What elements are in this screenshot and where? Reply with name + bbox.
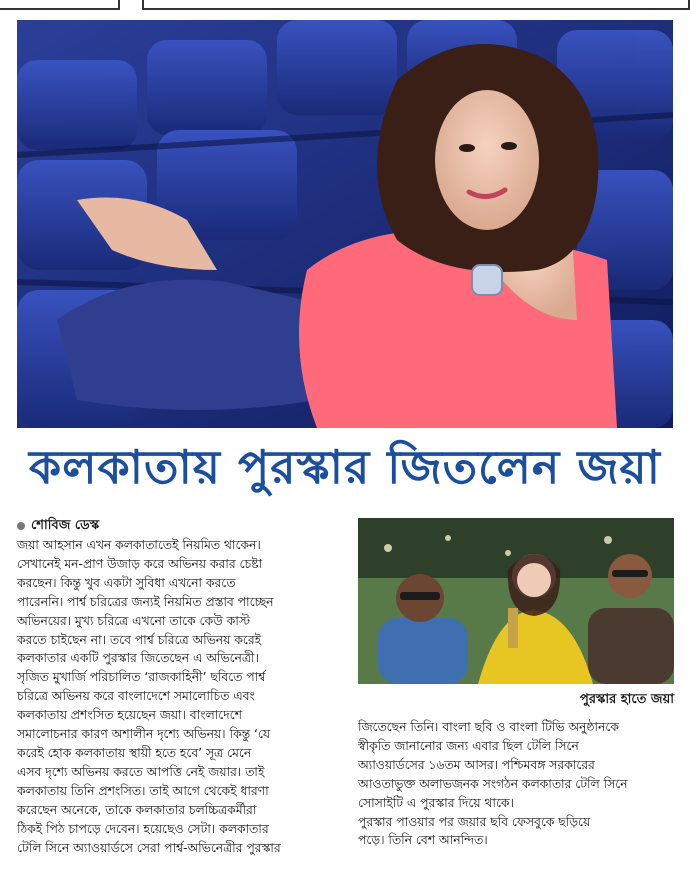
body-line: পড়ে। তিনি বেশ আনন্দিত।	[358, 833, 488, 848]
body-line: আওতাভুক্ত অলাভজনক সংগঠন কলকাতার টেলি সিনে	[358, 776, 628, 791]
body-line: সোসাইটি এ পুরস্কার দিয়ে থাকে।	[358, 795, 514, 810]
body-line: এসব দৃশ্যে অভিনয় করতে আপত্তি নেই জয়ার। তাই	[17, 764, 265, 779]
award-photo	[358, 518, 674, 684]
body-line: অভিনয়ের। মুখ্য চরিত্রে এখনো তাকে কেউ কাস্ট	[17, 613, 250, 628]
body-line: পারেননি। পার্শ্ব চরিত্রের জন্যই নিয়মিত প্রস্তাব পাচ্ছেন	[17, 594, 274, 609]
body-line: সমালোচনার কারণ অশালীন দৃশ্যে অভিনয়। কিন্তু ‘যে	[17, 727, 270, 742]
top-border-left	[0, 0, 120, 10]
article-body-right	[358, 718, 674, 858]
body-line: জয়া আহসান এখন কলকাতাতেই নিয়মিত থাকেন।	[17, 538, 261, 552]
body-line: করতে চাইছেন না। তবে পার্শ্ব চরিত্রে অভিনয় করেই	[17, 632, 261, 647]
body-line: কলকাতার একটি পুরস্কার জিতেছেন এ অভিনেত্রী।	[17, 651, 259, 666]
body-line: সেখানেই মন-প্রাণ উজাড় করে অভিনয় করার চেষ্টা	[17, 556, 263, 571]
body-line: জিতেছেন তিনি। বাংলা ছবি ও বাংলা টিভি অনুষ্ঠানকে	[358, 720, 619, 734]
body-line: স্বীকৃতি জানানোর জন্য এবার ছিল টেলি সিনে	[358, 738, 579, 753]
byline-text: শোবিজ ডেস্ক	[31, 518, 100, 533]
body-line: সৃজিত মুখার্জি পরিচালিত ‘রাজকাহিনী’ ছবিতে পার্শ্ব	[17, 670, 266, 685]
article-body-left	[17, 536, 347, 856]
body-line: ঠিকই পিঠ চাপড়ে দেবেন। হয়েছেও সেটা। কলকাতার	[17, 821, 269, 836]
byline	[17, 516, 99, 537]
body-line: চরিত্রে অভিনয় করে বাংলাদেশে সমালোচিত এবং	[17, 689, 255, 704]
body-line: করেছেন অনেকে, তাকে কলকাতার চলচ্চিত্রকর্মীরা	[17, 802, 257, 817]
body-line: অ্যাওয়ার্ডসের ১৬তম আসর। পশ্চিমবঙ্গ সরকারের	[358, 757, 595, 772]
hero-photo	[17, 20, 673, 428]
body-line: টেলি সিনে অ্যাওয়ার্ডসে সেরা পার্শ্ব-অভিনেত্রীর পুরস্কার	[17, 840, 281, 855]
award-photo-illustration	[358, 518, 674, 684]
body-line: করছেন। কিন্তু খুব একটা সুবিধা এখনো করতে	[17, 575, 236, 590]
top-border-right	[142, 0, 690, 10]
bullet-dot-icon	[17, 522, 25, 530]
headline: কলকাতায় পুরস্কার জিতলেন জয়া	[29, 440, 661, 494]
body-line: পুরস্কার পাওয়ার পর জয়ার ছবি ফেসবুকে ছড়িয়ে	[358, 814, 591, 829]
hero-photo-illustration	[17, 20, 673, 428]
photo-caption: পুরস্কার হাতে জয়া	[580, 692, 674, 707]
body-line: করেই হোক কলকাতায় স্থায়ী হতে হবে’ সূত্র মেনে	[17, 745, 252, 760]
body-line: কলকাতায় প্রশংসিত হয়েছেন জয়া। বাংলাদেশে	[17, 708, 242, 723]
body-line: কলকাতায় তিনি প্রশংসিত। তাই আগে থেকেই ধারণা	[17, 783, 269, 798]
